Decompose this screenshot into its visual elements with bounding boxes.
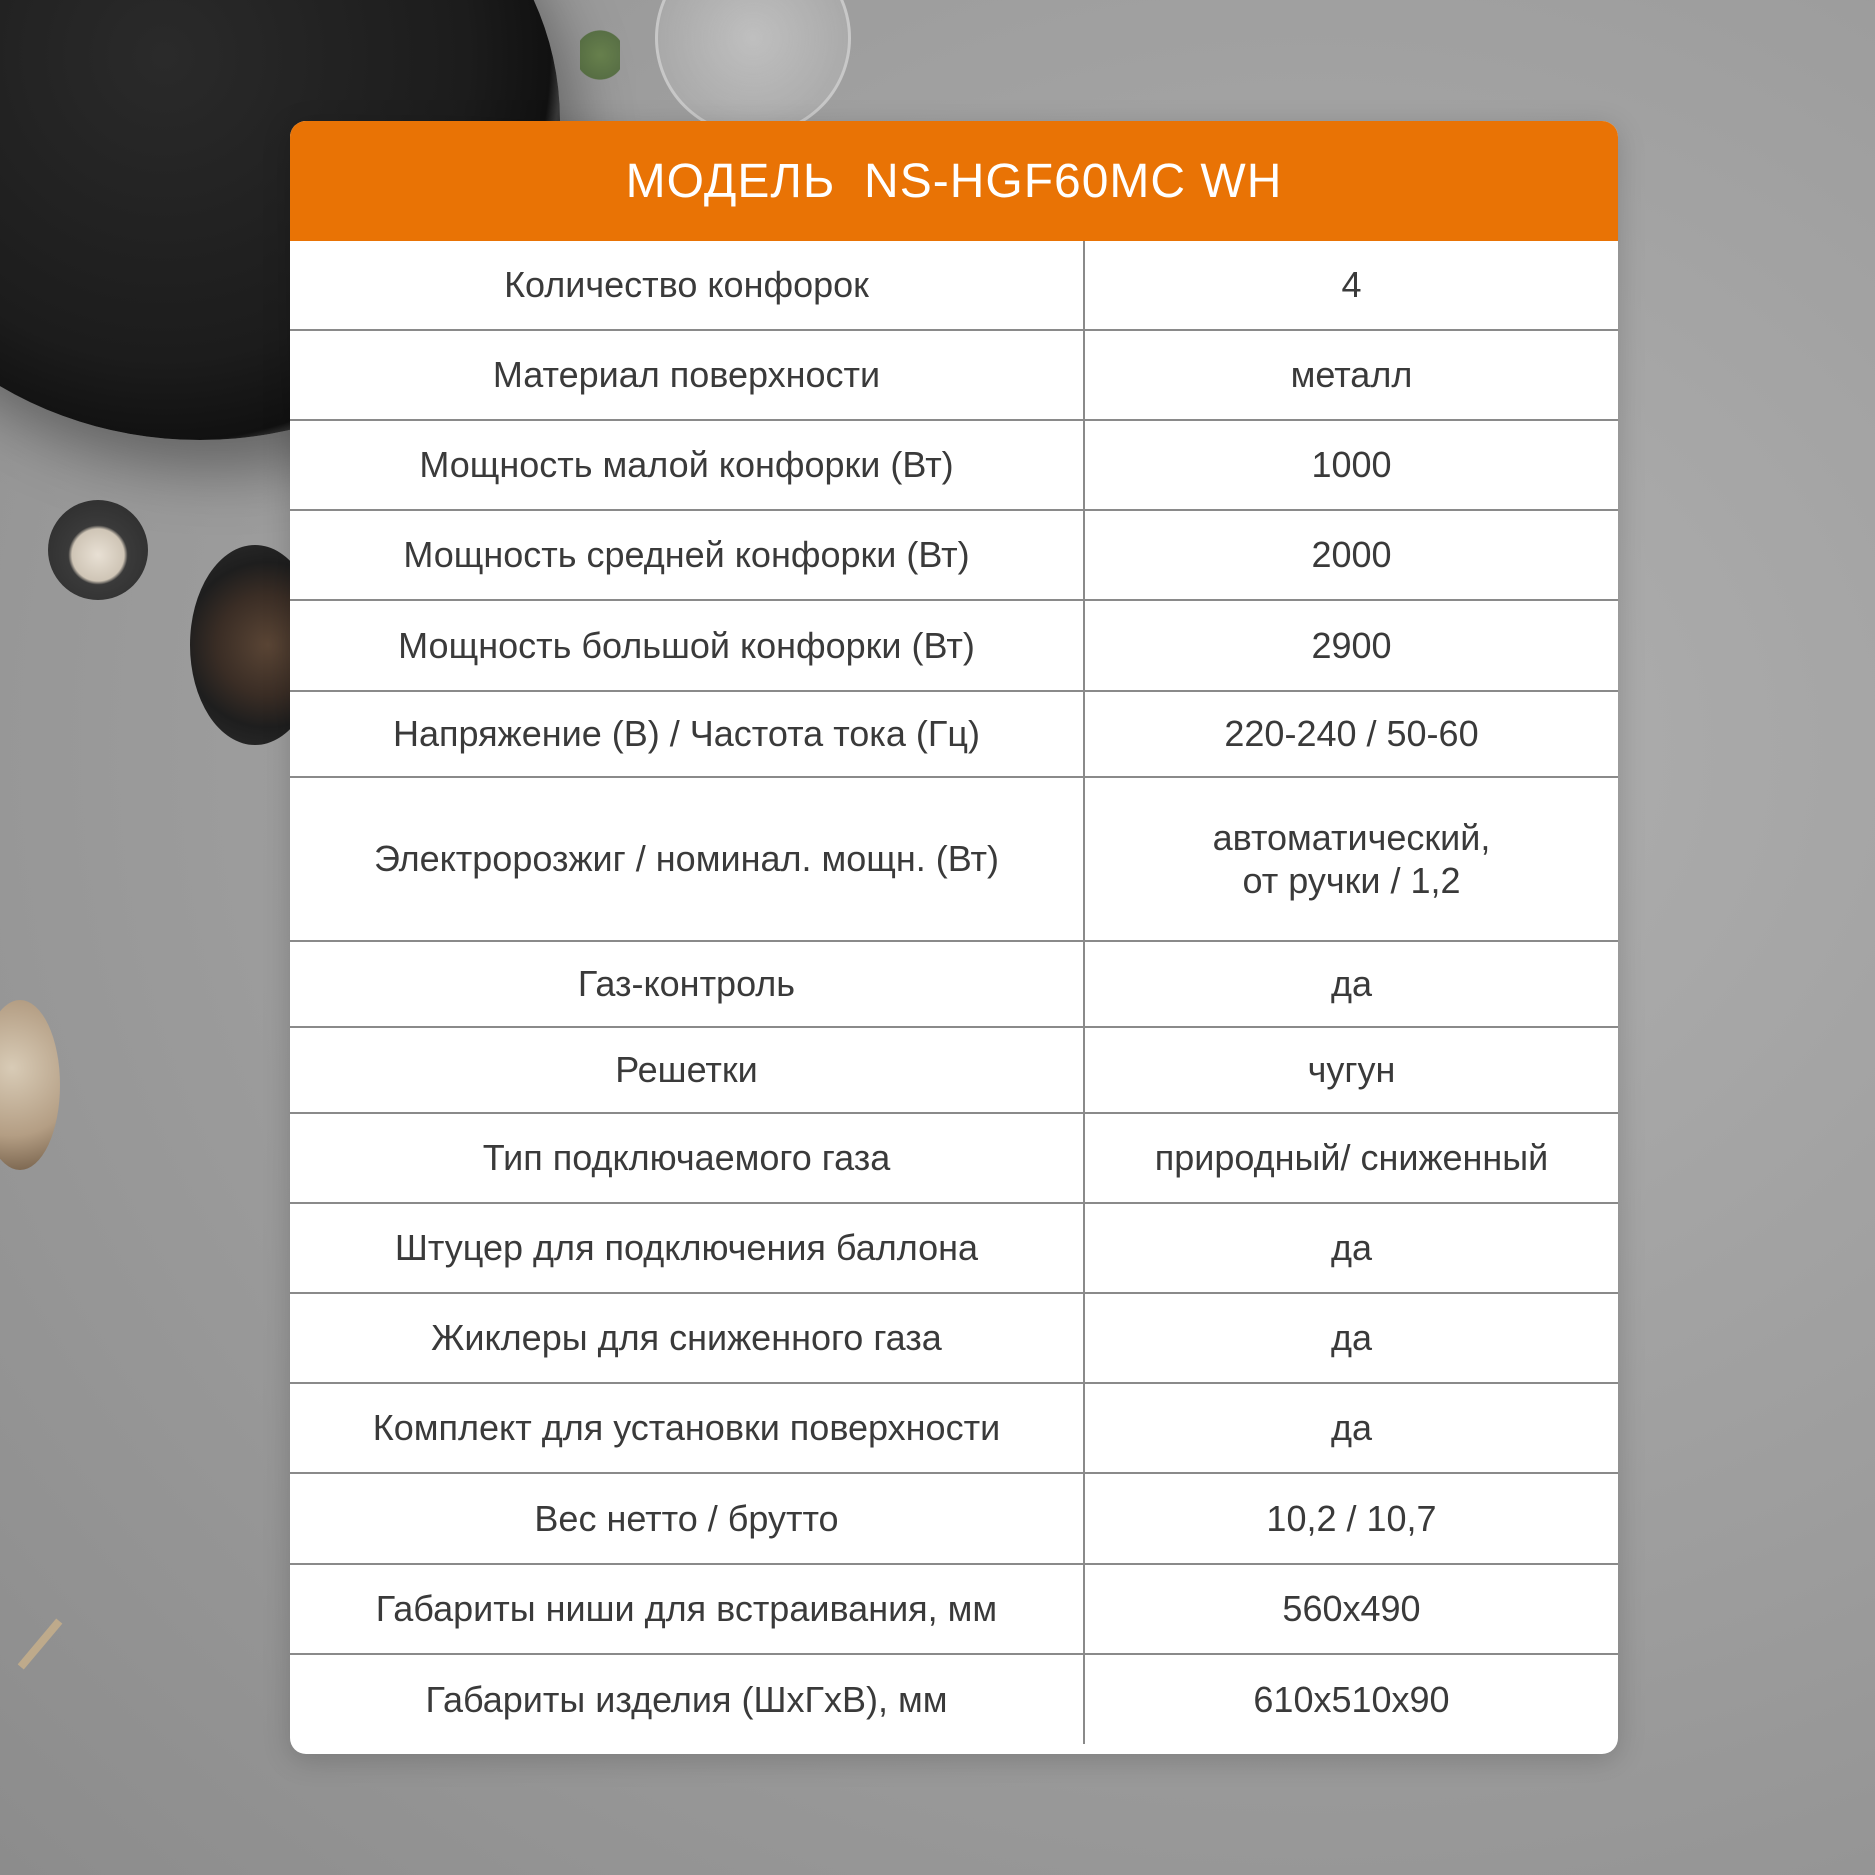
spec-value: да	[1084, 1203, 1618, 1293]
glass-bowl-image	[655, 0, 851, 136]
wooden-stick-image	[18, 1618, 63, 1669]
table-row	[290, 777, 1618, 941]
spec-value: 4	[1341, 264, 1362, 306]
spec-label: Решетки	[290, 1027, 1084, 1113]
spec-card	[290, 121, 1618, 1754]
spec-value: чугун	[1084, 1027, 1618, 1113]
spec-value: да	[1084, 1293, 1618, 1383]
table-row	[290, 510, 1618, 600]
spec-label: Газ-контроль	[290, 941, 1084, 1027]
spec-label: Комплект для установки поверхности	[290, 1383, 1084, 1473]
table-row	[290, 1203, 1618, 1293]
spec-label: Материал поверхности	[290, 330, 1084, 420]
spec-value-line: от ручки / 1,2	[1242, 860, 1461, 901]
table-row	[290, 1564, 1618, 1654]
table-row	[290, 1654, 1618, 1744]
spec-label: Вес нетто / брутто	[290, 1473, 1084, 1564]
quail-egg-image	[0, 1000, 60, 1170]
spec-label: Электророзжиг / номинал. мощн. (Вт)	[290, 777, 1084, 941]
garlic-bowl-image	[48, 500, 148, 600]
table-row	[290, 1293, 1618, 1383]
spec-label: Мощность большой конфорки (Вт)	[290, 600, 1084, 691]
herb-image	[580, 20, 620, 90]
spec-label: Мощность средней конфорки (Вт)	[290, 510, 1084, 600]
table-row	[290, 330, 1618, 420]
spec-value: 560x490	[1084, 1564, 1618, 1654]
spec-label: Штуцер для подключения баллона	[290, 1203, 1084, 1293]
model-title: МОДЕЛЬ NS-HGF60MC WH	[625, 154, 1283, 208]
table-row	[290, 600, 1618, 691]
spec-value: 10,2 / 10,7	[1084, 1473, 1618, 1564]
table-row	[290, 1113, 1618, 1203]
spec-value: 610x510x90	[1084, 1654, 1618, 1744]
spec-label: Напряжение (В) / Частота тока (Гц)	[290, 691, 1084, 777]
spec-label: Мощность малой конфорки (Вт)	[290, 420, 1084, 510]
table-row	[290, 420, 1618, 510]
spec-value: 2000	[1084, 510, 1618, 600]
table-row	[290, 691, 1618, 777]
spec-label: Количество конфорок	[290, 241, 1084, 330]
table-row	[290, 1027, 1618, 1113]
spec-label: Габариты ниши для встраивания, мм	[290, 1564, 1084, 1654]
spec-value: да	[1084, 1383, 1618, 1473]
spec-value	[1084, 777, 1618, 941]
table-row	[290, 1473, 1618, 1564]
model-header	[290, 121, 1618, 241]
table-row	[290, 241, 1618, 330]
spec-label: Габариты изделия (ШхГхВ), мм	[290, 1654, 1084, 1744]
spec-label: Жиклеры для сниженного газа	[290, 1293, 1084, 1383]
spec-value: 2900	[1084, 600, 1618, 691]
table-row	[290, 941, 1618, 1027]
spec-value: да	[1084, 941, 1618, 1027]
spec-label: Тип подключаемого газа	[290, 1113, 1084, 1203]
spec-value: природный/ сниженный	[1084, 1113, 1618, 1203]
spec-value-line: автоматический,	[1212, 816, 1491, 858]
spec-value: металл	[1084, 330, 1618, 420]
spec-value: 220-240 / 50-60	[1084, 691, 1618, 777]
table-row	[290, 1383, 1618, 1473]
spec-table	[290, 241, 1618, 1744]
spec-value: 1000	[1084, 420, 1618, 510]
